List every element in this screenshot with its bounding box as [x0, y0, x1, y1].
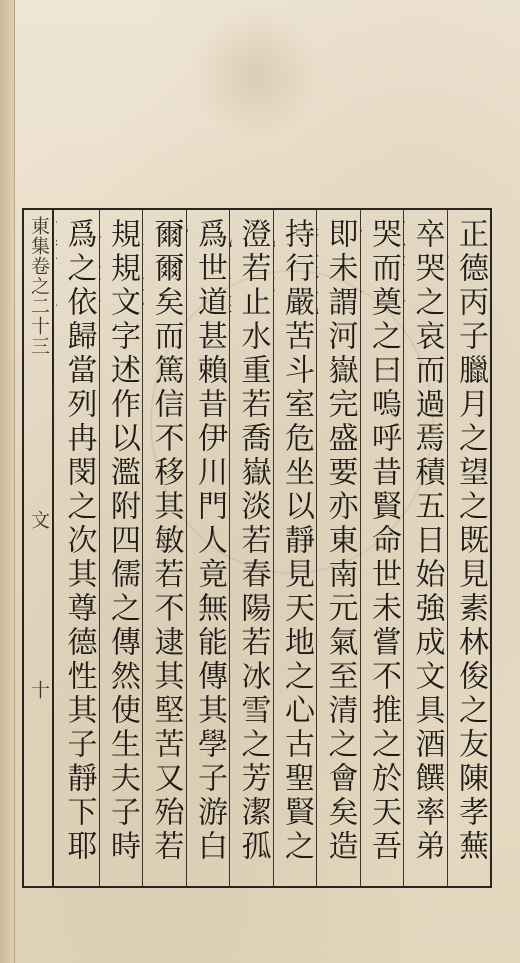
- column-text: 正德丙子臘月之望之既見素林俊之友陳孝蕪: [453, 218, 488, 864]
- text-column: [186, 210, 230, 886]
- book-spine: [0, 0, 15, 963]
- column-text: 爾爾矣而篤信不移其敏若不逮其堅苦又殆若: [148, 218, 184, 864]
- column-text: 爲世道甚賴昔伊川門人竟無能傳其學子游白: [192, 218, 227, 864]
- text-column: [447, 210, 491, 886]
- page-number: 十: [28, 680, 50, 699]
- text-column: [273, 210, 317, 886]
- column-text: 澄若止水重若喬嶽淡若春陽若冰雪之芳潔孤: [235, 218, 271, 864]
- fold-column: [26, 210, 52, 886]
- text-columns: [56, 210, 490, 886]
- text-column: [360, 210, 404, 886]
- text-column: [99, 210, 143, 886]
- book-volume-title: 東集卷之二十三: [28, 216, 50, 356]
- text-column: [56, 210, 99, 886]
- block-center-fold: [26, 210, 54, 886]
- text-column: [142, 210, 186, 886]
- text-column: [229, 210, 273, 886]
- column-text: 持行嚴苦斗室危坐以靜見天地之心古聖賢之: [279, 218, 314, 864]
- column-text: 卒哭之哀而過焉積五日始強成文具酒饌率弟: [409, 218, 445, 864]
- text-column: [403, 210, 447, 886]
- section-label: 文: [28, 510, 50, 529]
- column-text: 爲之依歸當列冉閔之次其尊德性其子靜下耶: [61, 218, 97, 864]
- text-frame: [22, 208, 492, 888]
- column-text: 規規文字述作以濫附四儒之傳然使生夫子時: [105, 218, 140, 864]
- text-column: [316, 210, 360, 886]
- paper-stain: [190, 10, 320, 140]
- column-text: 哭而奠之曰嗚呼昔賢命世未嘗不推之於天吾: [366, 218, 401, 864]
- column-text: 即未謂河嶽完盛要亦東南元氣至清之會矣造: [322, 218, 358, 864]
